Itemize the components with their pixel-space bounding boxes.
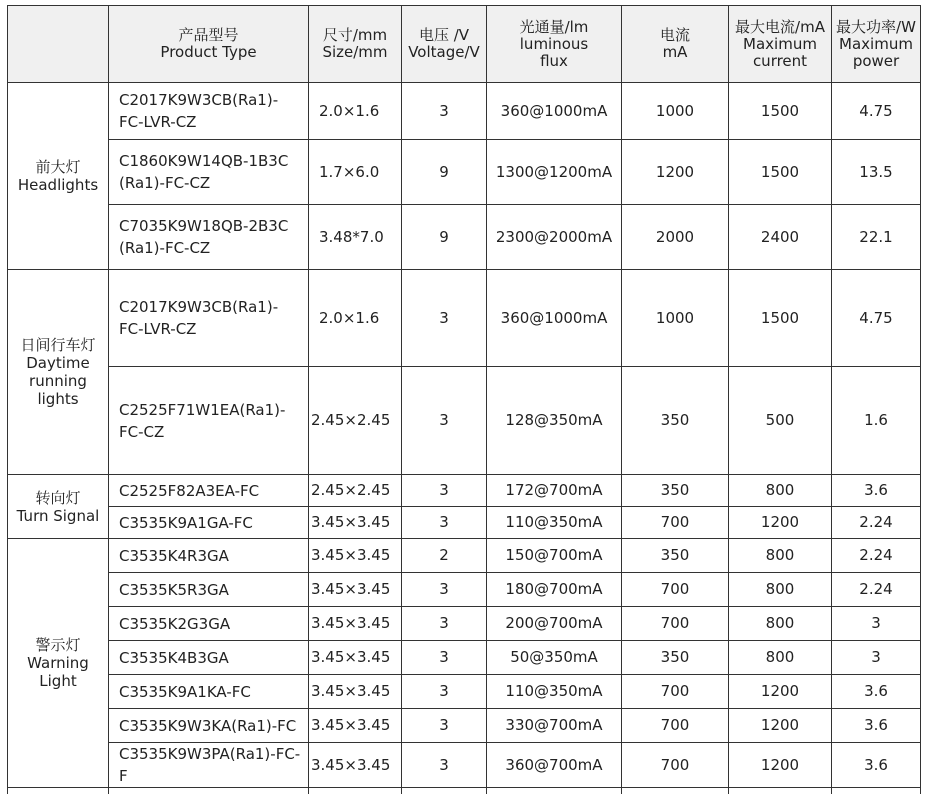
flux-cell: 110@350mA: [487, 507, 622, 539]
max-current-cell: 1200: [729, 507, 832, 539]
voltage-cell: 3: [402, 675, 487, 709]
category-daytime-running-lights: 日间行车灯 Daytime running lights: [8, 270, 109, 475]
flux-cell: 2300@2000mA: [487, 205, 622, 270]
max-power-cell: 3.6: [832, 743, 921, 788]
header-max-current: 最大电流/mA Maximum current: [729, 6, 832, 83]
table-row: [8, 270, 921, 367]
size-cell: 3.48*7.0: [309, 205, 402, 270]
max-current-cell: 800: [729, 607, 832, 641]
current-cell: 1000: [622, 270, 729, 367]
product-type-cell: C2017K9W3CB(Ra1)- FC-LVR-CZ: [109, 83, 309, 140]
max-current-cell: 1500: [729, 140, 832, 205]
table-row: [8, 205, 921, 270]
max-current-cell: 1500: [729, 83, 832, 140]
table-row: [8, 709, 921, 743]
table-row: [8, 475, 921, 507]
size-cell: 3.45×3.45: [309, 539, 402, 573]
max-power-cell: 2.24: [832, 539, 921, 573]
voltage-cell: 3: [402, 641, 487, 675]
current-cell: 350: [622, 367, 729, 475]
current-cell: 350: [622, 539, 729, 573]
voltage-cell: 3: [402, 475, 487, 507]
current-cell: 700: [622, 743, 729, 788]
voltage-cell: 3: [402, 743, 487, 788]
current-cell: 700: [622, 607, 729, 641]
product-type-cell: C1860K9W14QB-1B3C (Ra1)-FC-CZ: [109, 140, 309, 205]
max-power-cell: 22.1: [832, 205, 921, 270]
voltage-cell: 3: [402, 607, 487, 641]
size-cell: 3.45×3.45: [309, 743, 402, 788]
table-row: [8, 539, 921, 573]
flux-cell: 128@350mA: [487, 367, 622, 475]
max-current-cell: 800: [729, 641, 832, 675]
product-type-cell: C7035K9W18QB-2B3C (Ra1)-FC-CZ: [109, 205, 309, 270]
voltage-cell: 3: [402, 367, 487, 475]
voltage-cell: 3: [402, 573, 487, 607]
table-row: [8, 641, 921, 675]
flux-cell: 1300@1200mA: [487, 140, 622, 205]
category-warning-light: 警示灯 Warning Light: [8, 539, 109, 788]
max-current-cell: 800: [729, 539, 832, 573]
header-category: [8, 6, 109, 83]
max-current-cell: 500: [729, 367, 832, 475]
size-cell: 3.45×3.45: [309, 675, 402, 709]
table-row: [8, 607, 921, 641]
max-power-cell: 3.6: [832, 475, 921, 507]
voltage-cell: 3: [402, 709, 487, 743]
product-type-cell: C3535K5R3GA: [109, 573, 309, 607]
size-cell: 3.45×3.45: [309, 709, 402, 743]
voltage-cell: 3: [402, 507, 487, 539]
product-type-cell: C2017K9W3CB(Ra1)- FC-LVR-CZ: [109, 270, 309, 367]
product-type-cell: C2525F82A3EA-FC: [109, 475, 309, 507]
flux-cell: 110@350mA: [487, 675, 622, 709]
current-cell: 350: [622, 475, 729, 507]
header-flux: 光通量/lm luminous flux: [487, 6, 622, 83]
max-power-cell: 3: [832, 607, 921, 641]
product-type-cell: C3535K9A1GA-FC: [109, 507, 309, 539]
flux-cell: 172@700mA: [487, 475, 622, 507]
header-size: 尺寸/mm Size/mm: [309, 6, 402, 83]
product-type-cell: C3535K9W3KA(Ra1)-FC: [109, 709, 309, 743]
max-current-cell: 1500: [729, 270, 832, 367]
voltage-cell: 9: [402, 205, 487, 270]
max-power-cell: 3.6: [832, 675, 921, 709]
current-cell: 700: [622, 709, 729, 743]
product-type-cell: C3535K4B3GA: [109, 641, 309, 675]
voltage-cell: 9: [402, 140, 487, 205]
header-voltage: 电压 /V Voltage/V: [402, 6, 487, 83]
size-cell: 2.45×2.45: [309, 475, 402, 507]
header-max-power: 最大功率/W Maximum power: [832, 6, 921, 83]
product-type-cell: C3535K4R3GA: [109, 539, 309, 573]
current-cell: 1000: [622, 83, 729, 140]
current-cell: 2000: [622, 205, 729, 270]
header-product-type: 产品型号 Product Type: [109, 6, 309, 83]
size-cell: 2.0×1.6: [309, 83, 402, 140]
size-cell: 3.45×3.45: [309, 573, 402, 607]
table-row: [8, 507, 921, 539]
table-row: [8, 367, 921, 475]
category-turn-signal: 转向灯 Turn Signal: [8, 475, 109, 539]
size-cell: 3.45×3.45: [309, 641, 402, 675]
size-cell: 1.7×6.0: [309, 140, 402, 205]
header-current: 电流 mA: [622, 6, 729, 83]
size-cell: 2.45×2.45: [309, 367, 402, 475]
table-row: [8, 743, 921, 788]
product-type-cell: C3535K9W3PA(Ra1)-FC-F: [109, 743, 309, 788]
max-power-cell: 1.6: [832, 367, 921, 475]
max-current-cell: 800: [729, 573, 832, 607]
max-power-cell: 13.5: [832, 140, 921, 205]
table-row: [8, 140, 921, 205]
max-power-cell: 4.75: [832, 270, 921, 367]
voltage-cell: 3: [402, 270, 487, 367]
size-cell: 3.45×3.45: [309, 607, 402, 641]
flux-cell: 360@1000mA: [487, 83, 622, 140]
max-power-cell: 2.24: [832, 507, 921, 539]
max-current-cell: 2400: [729, 205, 832, 270]
table-row-continued: [8, 788, 921, 795]
table-row: [8, 83, 921, 140]
product-type-cell: C2525F71W1EA(Ra1)- FC-CZ: [109, 367, 309, 475]
current-cell: 700: [622, 675, 729, 709]
current-cell: 350: [622, 641, 729, 675]
product-type-cell: C3535K2G3GA: [109, 607, 309, 641]
current-cell: 700: [622, 573, 729, 607]
flux-cell: 360@1000mA: [487, 270, 622, 367]
product-type-cell: C3535K9A1KA-FC: [109, 675, 309, 709]
product-spec-table: [7, 5, 921, 794]
max-current-cell: 1200: [729, 675, 832, 709]
flux-cell: 180@700mA: [487, 573, 622, 607]
max-power-cell: 4.75: [832, 83, 921, 140]
voltage-cell: 2: [402, 539, 487, 573]
max-power-cell: 3: [832, 641, 921, 675]
flux-cell: 330@700mA: [487, 709, 622, 743]
max-current-cell: 1200: [729, 743, 832, 788]
header-row: [8, 6, 921, 83]
table-row: [8, 675, 921, 709]
table-row: [8, 573, 921, 607]
category-headlights: 前大灯 Headlights: [8, 83, 109, 270]
flux-cell: 150@700mA: [487, 539, 622, 573]
flux-cell: 360@700mA: [487, 743, 622, 788]
max-power-cell: 3.6: [832, 709, 921, 743]
max-current-cell: 800: [729, 475, 832, 507]
flux-cell: 50@350mA: [487, 641, 622, 675]
flux-cell: 200@700mA: [487, 607, 622, 641]
voltage-cell: 3: [402, 83, 487, 140]
current-cell: 1200: [622, 140, 729, 205]
size-cell: 2.0×1.6: [309, 270, 402, 367]
current-cell: 700: [622, 507, 729, 539]
max-current-cell: 1200: [729, 709, 832, 743]
max-power-cell: 2.24: [832, 573, 921, 607]
size-cell: 3.45×3.45: [309, 507, 402, 539]
